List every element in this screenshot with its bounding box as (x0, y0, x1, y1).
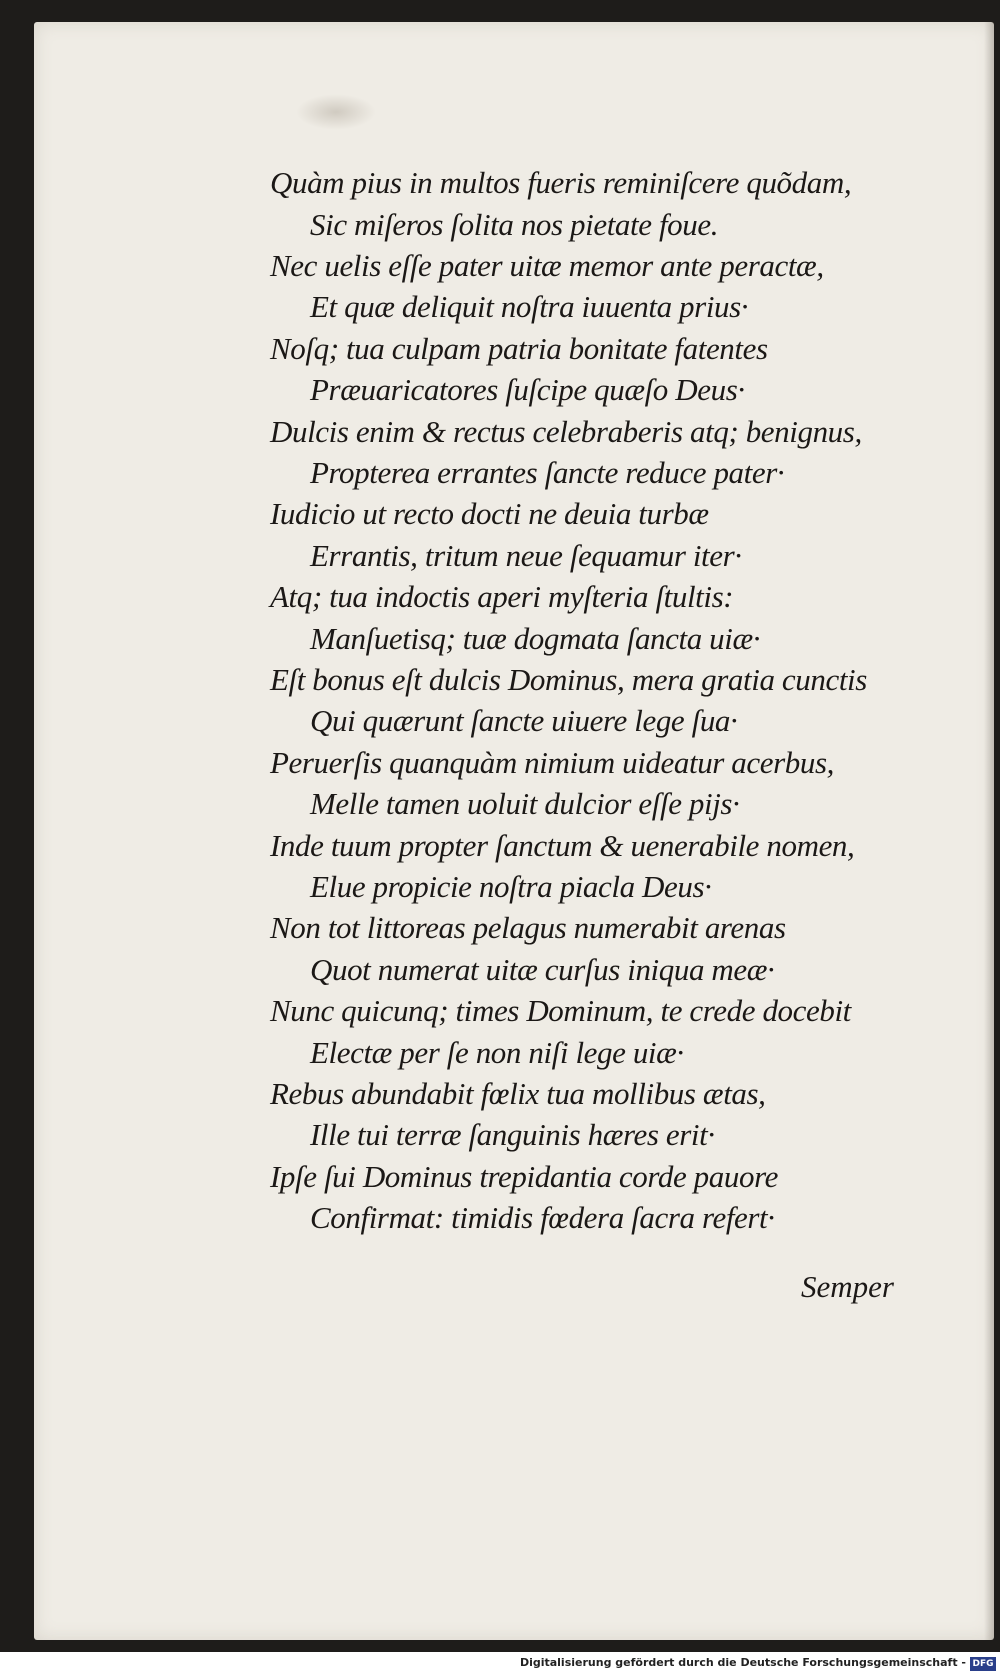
verse-line: Nunc quicunq; times Dominum, te crede docebit (270, 993, 851, 1028)
catchword: Semper (801, 1269, 894, 1304)
verse-line: Melle tamen uoluit dulcior eſſe pijs· (310, 786, 740, 821)
verse-line: Iudicio ut recto docti ne deuia turbæ (270, 496, 709, 531)
verse-line: Propterea errantes ſancte reduce pater· (310, 455, 785, 490)
verse-line: Elue propicie noſtra piacla Deus· (310, 869, 712, 904)
verse-line: Nec uelis eſſe pater uitæ memor ante peractæ, (270, 248, 824, 283)
verse-line: Ipſe ſui Dominus trepidantia corde pauore (270, 1159, 778, 1194)
dfg-logo: DFG (970, 1657, 996, 1671)
verse-line: Dulcis enim & rectus celebraberis atq; benignus, (270, 414, 862, 449)
verse-block (34, 22, 994, 1640)
verse-line: Præuaricatores ſuſcipe quæſo Deus· (310, 372, 745, 407)
verse-line: Non tot littoreas pelagus numerabit arenas (270, 910, 786, 945)
verse-line: Errantis, tritum neue ſequamur iter· (310, 538, 742, 573)
verse-line: Manſuetisq; tuæ dogmata ſancta uiæ· (310, 621, 761, 656)
verse-line: Confirmat: timidis fœdera ſacra refert· (310, 1200, 775, 1235)
verse-line: Rebus abundabit fœlix tua mollibus ætas, (270, 1076, 766, 1111)
verse-line: Eſt bonus eſt dulcis Dominus, mera gratia cunctis (270, 662, 867, 697)
verse-line: Inde tuum propter ſanctum & uenerabile nomen, (270, 828, 855, 863)
digitization-footer (0, 1652, 1000, 1676)
verse-line: Noſq; tua culpam patria bonitate fatentes (270, 331, 768, 366)
verse-line: Quàm pius in multos fueris reminiſcere quõdam, (270, 165, 852, 200)
verse-line: Ille tui terræ ſanguinis hæres erit· (310, 1117, 715, 1152)
page-edge-shadow (984, 22, 994, 1640)
book-page (34, 22, 994, 1640)
verse-line: Peruerſis quanquàm nimium uideatur acerbus, (270, 745, 835, 780)
verse-line: Qui quærunt ſancte uiuere lege ſua· (310, 703, 738, 738)
verse-line: Electæ per ſe non niſi lege uiæ· (310, 1035, 684, 1070)
verse-line: Atq; tua indoctis aperi myſteria ſtultis: (270, 579, 734, 614)
verse-line: Quot numerat uitæ curſus iniqua meæ· (310, 952, 775, 987)
funding-credit: Digitalisierung gefördert durch die Deutsche Forschungsgemeinschaft - (519, 1656, 966, 1669)
verse-line: Sic miſeros ſolita nos pietate foue. (310, 207, 719, 242)
verse-line: Et quæ deliquit noſtra iuuenta prius· (310, 289, 749, 324)
